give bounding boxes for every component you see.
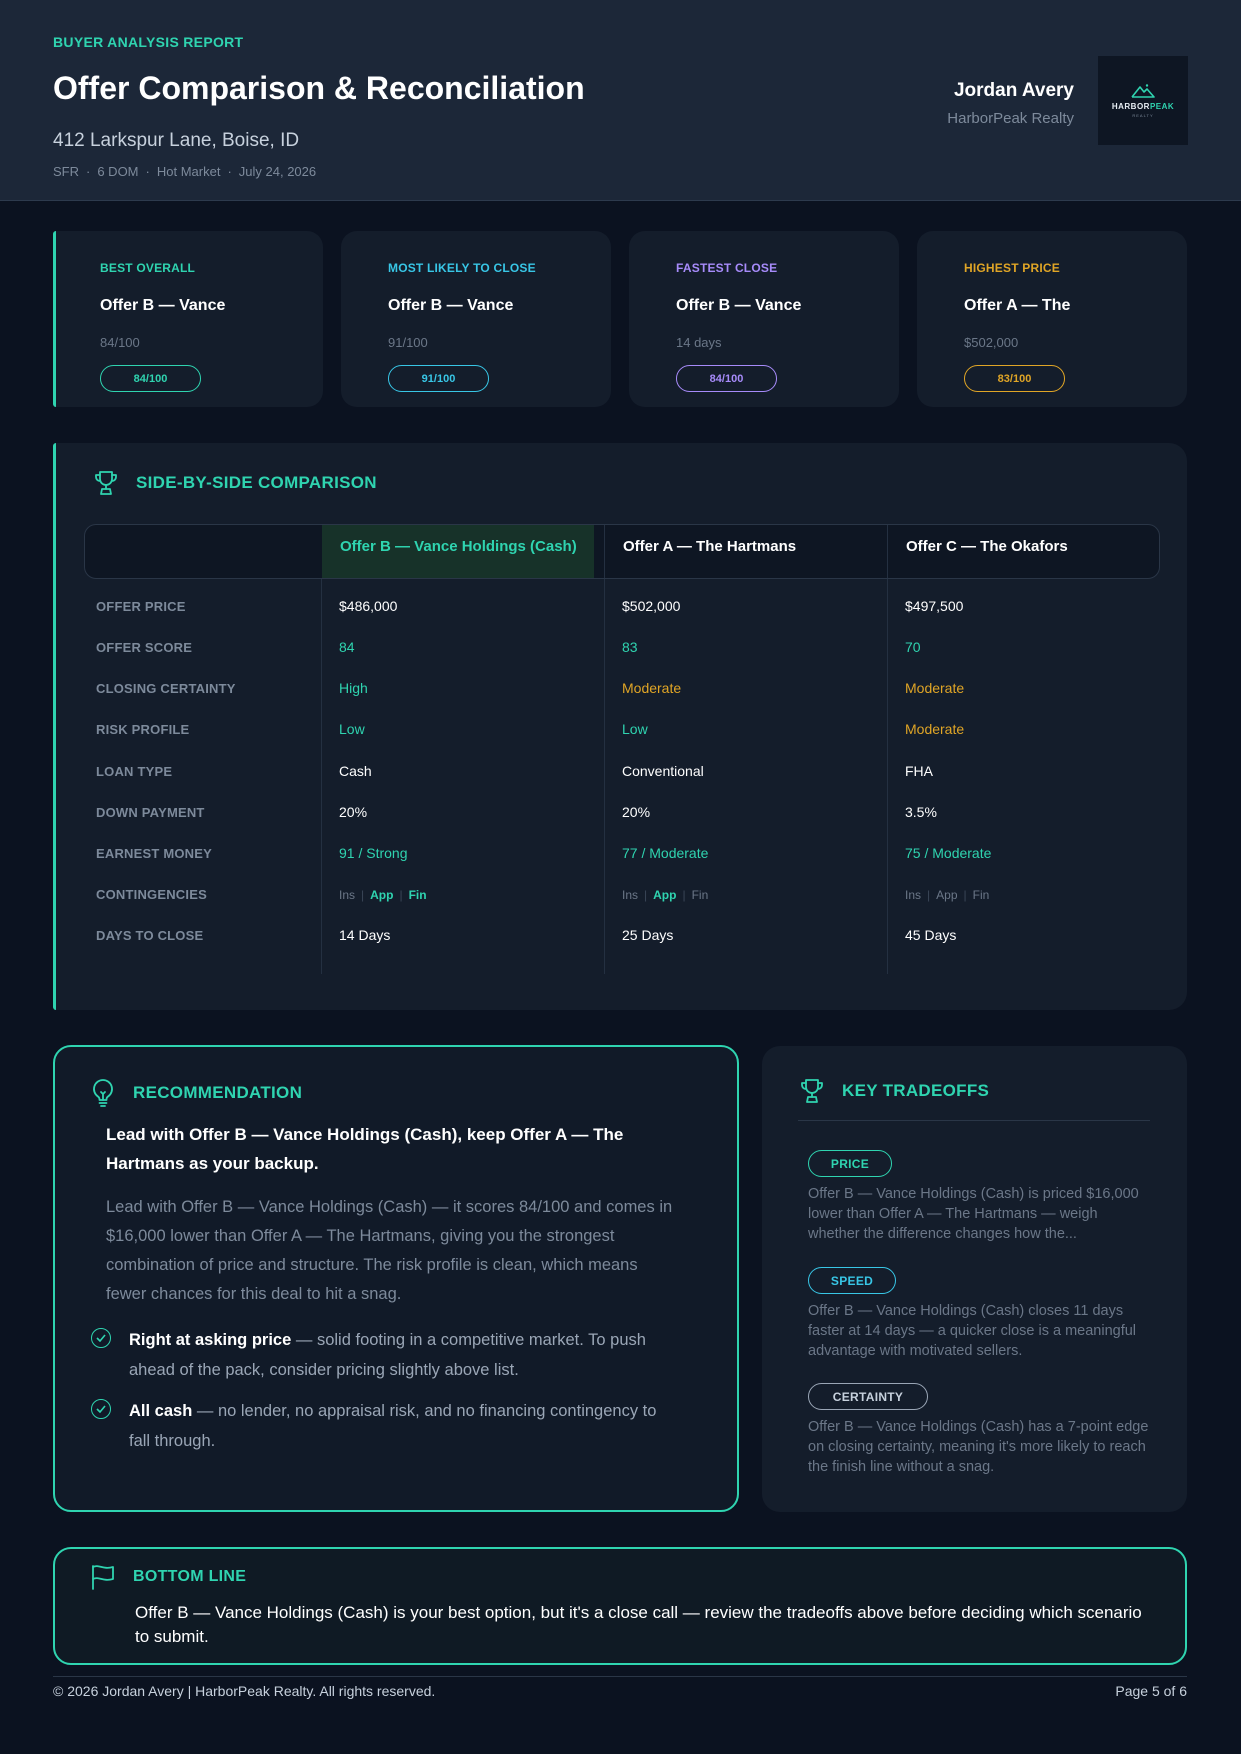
footer-divider bbox=[53, 1676, 1187, 1677]
score-pill: 84/100 bbox=[100, 365, 201, 392]
company-logo bbox=[1098, 56, 1188, 145]
meta-dom: 6 DOM bbox=[97, 164, 139, 179]
table-cell: Cash bbox=[339, 763, 372, 779]
summary-card-best-overall bbox=[53, 231, 323, 407]
meta-market: Hot Market bbox=[156, 164, 221, 179]
contingency-list: Ins | App | Fin bbox=[905, 888, 990, 902]
recommendation-header bbox=[89, 1078, 302, 1108]
table-cell: FHA bbox=[905, 763, 933, 779]
row-label-earnest-money: EARNEST MONEY bbox=[96, 846, 213, 861]
column-divider bbox=[604, 579, 605, 974]
report-header bbox=[0, 0, 1241, 201]
table-cell: Low bbox=[339, 721, 365, 737]
table-cell: High bbox=[339, 680, 368, 696]
tradeoffs-panel bbox=[762, 1046, 1187, 1512]
summary-card-likely-to-close bbox=[341, 231, 611, 407]
trophy-icon bbox=[92, 469, 120, 497]
column-divider bbox=[887, 579, 888, 974]
bottom-line-text: Offer B — Vance Holdings (Cash) is your best option, but it's a close call — review the tradeoffs above before deciding which scenario to submit. bbox=[135, 1603, 1142, 1646]
column-divider bbox=[604, 525, 605, 579]
meta-date: July 24, 2026 bbox=[238, 164, 317, 179]
table-cell: 45 Days bbox=[905, 927, 957, 943]
card-title: Offer B — Vance bbox=[100, 297, 226, 314]
table-cell: 14 Days bbox=[339, 927, 391, 943]
table-cell: 77 / Moderate bbox=[622, 845, 709, 861]
check-circle-icon bbox=[91, 1399, 111, 1419]
summary-card-fastest-close bbox=[629, 231, 899, 407]
tradeoff-tag-certainty: CERTAINTY bbox=[808, 1383, 928, 1410]
tradeoffs-header bbox=[798, 1077, 989, 1105]
flag-icon bbox=[89, 1563, 117, 1591]
table-cell: Moderate bbox=[622, 680, 682, 696]
table-cell: $497,500 bbox=[905, 598, 964, 614]
table-cell: 70 bbox=[905, 639, 921, 655]
contingency-list: Ins | App | Fin bbox=[622, 888, 709, 902]
card-subtitle: $502,000 bbox=[964, 335, 1019, 350]
bullet-text: Right at asking price — solid footing in a competitive market. To push ahead of the pack, consider pricing slightly above list. bbox=[129, 1331, 646, 1379]
table-cell: $486,000 bbox=[339, 598, 398, 614]
contingency-financing: Fin bbox=[972, 888, 990, 902]
row-label-loan-type: LOAN TYPE bbox=[96, 764, 173, 779]
score-pill: 84/100 bbox=[676, 365, 777, 392]
footer-copyright: © 2026 Jordan Avery | HarborPeak Realty. All rights reserved. bbox=[53, 1683, 436, 1699]
card-label: BEST OVERALL bbox=[100, 261, 196, 275]
bottom-line-title: BOTTOM LINE bbox=[133, 1568, 247, 1585]
contingency-list: Ins | App | Fin bbox=[339, 888, 427, 902]
row-label-days-to-close: DAYS TO CLOSE bbox=[96, 928, 204, 943]
row-label-offer-score: OFFER SCORE bbox=[96, 640, 193, 655]
row-label-offer-price: OFFER PRICE bbox=[96, 599, 186, 614]
table-cell: 91 / Strong bbox=[339, 845, 408, 861]
table-cell: Moderate bbox=[905, 680, 965, 696]
check-circle-icon bbox=[91, 1328, 111, 1348]
contingency-appraisal: App bbox=[936, 888, 958, 902]
tradeoff-text: Offer B — Vance Holdings (Cash) has a 7-point edge on closing certainty, meaning it's more likely to reach the finish line without a snag. bbox=[808, 1419, 1149, 1475]
logo-subtitle: REALTY bbox=[1132, 113, 1154, 118]
column-header-offer-a: Offer A — The Hartmans bbox=[623, 538, 797, 555]
column-divider bbox=[887, 525, 888, 579]
table-cell: 20% bbox=[339, 804, 368, 820]
report-eyebrow: BUYER ANALYSIS REPORT bbox=[53, 34, 244, 50]
table-cell: 84 bbox=[339, 639, 355, 655]
contingency-inspection: Ins bbox=[905, 888, 922, 902]
page-number: Page 5 of 6 bbox=[1115, 1683, 1187, 1699]
card-subtitle: 14 days bbox=[676, 335, 722, 350]
score-pill: 83/100 bbox=[964, 365, 1065, 392]
card-label: MOST LIKELY TO CLOSE bbox=[388, 261, 536, 275]
contingency-inspection: Ins bbox=[339, 888, 356, 902]
row-label-contingencies: CONTINGENCIES bbox=[96, 887, 207, 902]
recommendation-title: RECOMMENDATION bbox=[133, 1083, 303, 1102]
comparison-title: SIDE-BY-SIDE COMPARISON bbox=[136, 473, 377, 492]
table-cell: $502,000 bbox=[622, 598, 681, 614]
contingency-appraisal: App bbox=[370, 888, 394, 902]
agent-company: HarborPeak Realty bbox=[947, 110, 1074, 127]
table-cell: Conventional bbox=[622, 763, 704, 779]
property-meta: SFR · 6 DOM · Hot Market · July 24, 2026 bbox=[53, 164, 317, 179]
recommendation-lead: Lead with Offer B — Vance Holdings (Cash), keep Offer A — The Hartmans as your backup. bbox=[106, 1125, 624, 1173]
table-cell: Low bbox=[622, 721, 648, 737]
tradeoff-text: Offer B — Vance Holdings (Cash) is priced $16,000 lower than Offer A — The Hartmans — weigh whether the difference changes how the... bbox=[808, 1186, 1139, 1242]
logo-wordmark: HARBORPEAK bbox=[1111, 102, 1175, 111]
row-label-down-payment: DOWN PAYMENT bbox=[96, 805, 205, 820]
bottom-line-header bbox=[89, 1563, 246, 1591]
table-cell: 20% bbox=[622, 804, 651, 820]
card-label: FASTEST CLOSE bbox=[676, 261, 778, 275]
card-subtitle: 91/100 bbox=[388, 335, 428, 350]
contingency-inspection: Ins bbox=[622, 888, 639, 902]
score-pill: 91/100 bbox=[388, 365, 489, 392]
column-header-offer-c: Offer C — The Okafors bbox=[906, 538, 1068, 555]
tradeoff-text: Offer B — Vance Holdings (Cash) closes 11 days faster at 14 days — a quicker close is a meaningful advantage with motivated sellers. bbox=[808, 1303, 1137, 1359]
bottom-line-panel bbox=[53, 1547, 1187, 1665]
table-cell: 3.5% bbox=[905, 804, 937, 820]
card-title: Offer B — Vance bbox=[388, 297, 514, 314]
page-title: Offer Comparison & Reconciliation bbox=[53, 70, 585, 106]
row-label-closing-certainty: CLOSING CERTAINTY bbox=[96, 681, 236, 696]
row-label-risk-profile: RISK PROFILE bbox=[96, 722, 190, 737]
lightbulb-icon bbox=[89, 1078, 117, 1108]
comparison-panel bbox=[53, 443, 1187, 1010]
table-cell: 75 / Moderate bbox=[905, 845, 992, 861]
table-cell: 83 bbox=[622, 639, 638, 655]
recommendation-panel bbox=[53, 1045, 739, 1512]
summary-card-highest-price bbox=[917, 231, 1187, 407]
meta-type: SFR bbox=[53, 164, 79, 179]
comparison-table-header bbox=[84, 524, 1160, 579]
column-header-offer-b: Offer B — Vance Holdings (Cash) bbox=[322, 525, 594, 579]
agent-name: Jordan Avery bbox=[953, 80, 1074, 101]
table-cell: 25 Days bbox=[622, 927, 674, 943]
bullet-text: All cash — no lender, no appraisal risk, and no financing contingency to fall through. bbox=[129, 1402, 657, 1450]
trophy-icon bbox=[798, 1077, 826, 1105]
comparison-header bbox=[92, 469, 377, 497]
tradeoff-tag-speed: SPEED bbox=[808, 1267, 896, 1294]
column-divider bbox=[321, 579, 322, 974]
table-cell: Moderate bbox=[905, 721, 965, 737]
card-title: Offer B — Vance bbox=[676, 297, 802, 314]
recommendation-body: Lead with Offer B — Vance Holdings (Cash) — it scores 84/100 and comes in $16,000 lower than Offer A — The Hartmans, giving you the strongest combination of price and structure. The risk profile is clean, which means fewer chances for this deal to hit a snag. bbox=[106, 1198, 673, 1303]
card-title: Offer A — The bbox=[964, 297, 1071, 314]
contingency-financing: Fin bbox=[691, 888, 709, 902]
tradeoffs-title: KEY TRADEOFFS bbox=[842, 1081, 990, 1100]
property-address: 412 Larkspur Lane, Boise, ID bbox=[53, 130, 300, 151]
divider bbox=[798, 1120, 1150, 1121]
card-label: HIGHEST PRICE bbox=[964, 261, 1060, 275]
contingency-financing: Fin bbox=[408, 888, 427, 902]
contingency-appraisal: App bbox=[653, 888, 677, 902]
card-subtitle: 84/100 bbox=[100, 335, 140, 350]
mountain-logo-icon bbox=[1130, 83, 1156, 99]
tradeoff-tag-price: PRICE bbox=[808, 1150, 892, 1177]
